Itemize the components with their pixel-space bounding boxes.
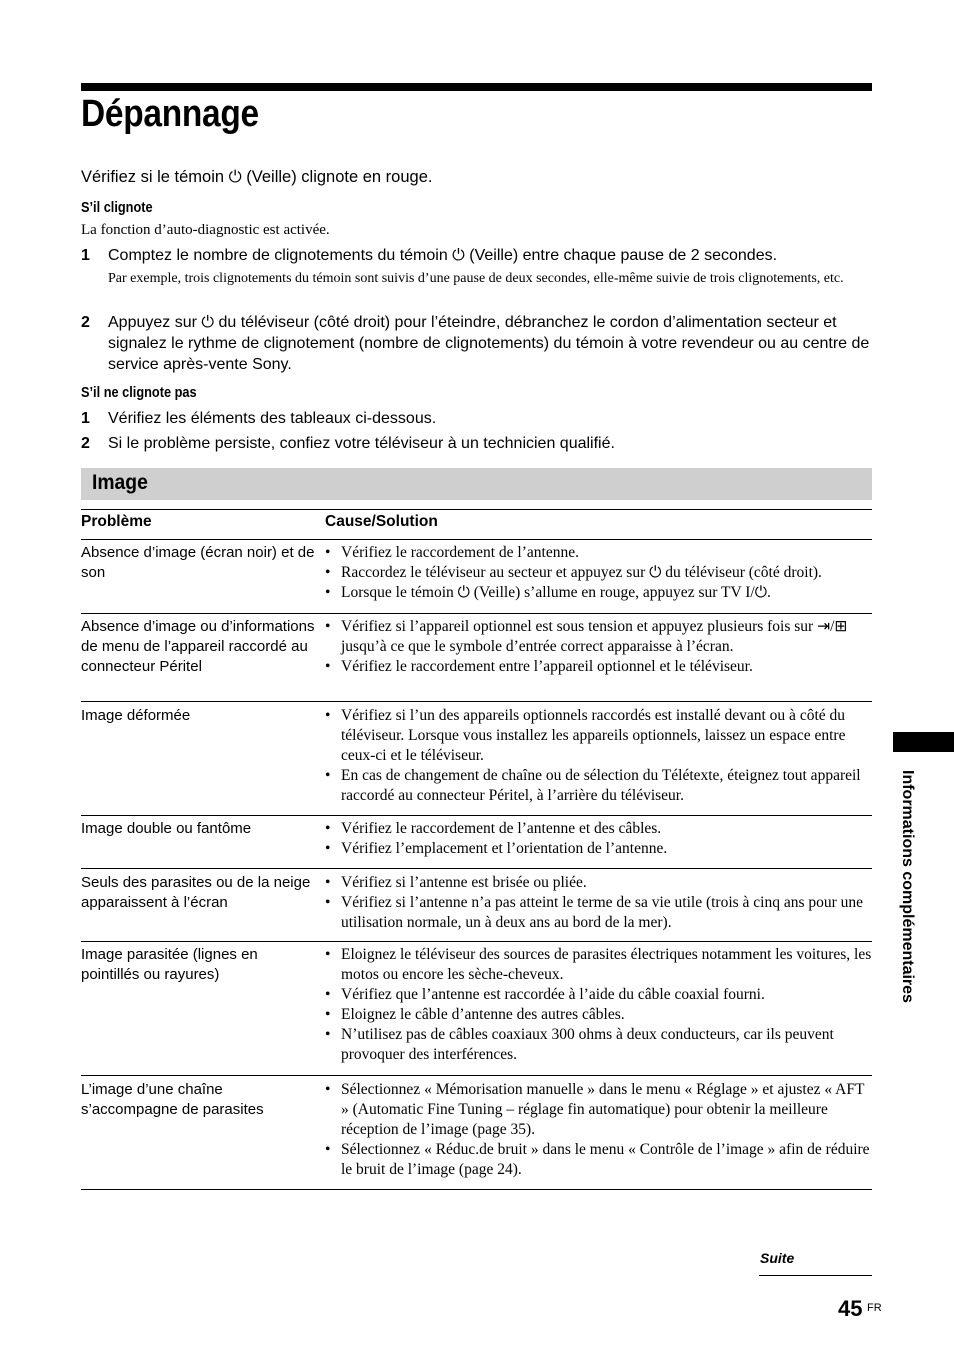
- solution-item: • Vérifiez si l’antenne est brisée ou pliée.: [325, 873, 875, 893]
- row-rule: [81, 613, 872, 614]
- step-text: Appuyez sur ⏻ du téléviseur (côté droit) pour l’éteindre, débranchez le cordon d’alimentation secteur et signalez le rythme de clignotement (nombre de clignotements) du témoin à votre revendeur ou au centre de service après-vente Sony.: [108, 314, 870, 373]
- solution-item: • Vérifiez le raccordement de l’antenne.: [325, 543, 875, 563]
- noblink-heading: S’il ne clignote pas: [81, 385, 197, 401]
- solution-list: [325, 819, 875, 859]
- step-number: 2: [81, 314, 90, 331]
- solution-item: • Vérifiez que l’antenne est raccordée à l’aide du câble coaxial fourni.: [325, 985, 875, 1005]
- section-title: Image: [92, 471, 148, 494]
- step-text: Comptez le nombre de clignotements du témoin ⏻ (Veille) entre chaque pause de 2 secondes.: [108, 247, 778, 264]
- step-text: Vérifiez les éléments des tableaux ci-dessous.: [108, 410, 437, 427]
- solution-item: • Lorsque le témoin ⏻ (Veille) s’allume en rouge, appuyez sur TV I/⏻.: [325, 583, 875, 603]
- solution-list: [325, 617, 875, 677]
- blink-heading: S’il clignote: [81, 200, 153, 216]
- solution-item: • Sélectionnez « Réduc.de bruit » dans le menu « Contrôle de l’image » afin de réduire le bruit de l’image (page 24).: [325, 1140, 875, 1180]
- solution-list: [325, 945, 875, 1065]
- problem-cell: Absence d’image ou d’informations de menu de l’appareil raccordé au connecteur Péritel: [81, 618, 315, 675]
- solution-item: • Eloignez le téléviseur des sources de parasites électriques notamment les voitures, les motos ou encore les sèche-cheveux.: [325, 945, 875, 985]
- problem-cell: Absence d’image (écran noir) et de son: [81, 544, 315, 581]
- solution-item: • Raccordez le téléviseur au secteur et appuyez sur ⏻ du téléviseur (côté droit).: [325, 563, 875, 583]
- problem-cell: Image parasitée (lignes en pointillés ou rayures): [81, 946, 258, 983]
- solution-list: [325, 543, 875, 603]
- table-bottom-rule: [81, 1189, 872, 1190]
- page-number: 45: [838, 1296, 863, 1321]
- side-label-container: [896, 770, 920, 1040]
- solution-item: • Vérifiez si l’antenne n’a pas atteint le terme de sa vie utile (trois à cinq ans pour une utilisation normale, un à deux ans au bord de la mer).: [325, 893, 875, 933]
- header-rule: [81, 539, 872, 540]
- section-band: [81, 468, 872, 500]
- solution-item: • Vérifiez si l’appareil optionnel est sous tension et appuyez plusieurs fois sur ⇥/⊞ jusqu’à ce que le symbole d’entrée correct apparaisse à l’écran.: [325, 617, 875, 657]
- solution-list: [325, 706, 875, 806]
- solution-item: • N’utilisez pas de câbles coaxiaux 300 ohms à deux conducteurs, car ils peuvent provoquer des interférences.: [325, 1025, 875, 1065]
- solution-item: • Vérifiez l’emplacement et l’orientation de l’antenne.: [325, 839, 875, 859]
- blink-note: Par exemple, trois clignotements du témoin sont suivis d’une pause de deux secondes, elle-même suivie de trois clignotements, etc.: [108, 271, 844, 286]
- solution-item: • Eloignez le câble d’antenne des autres câbles.: [325, 1005, 875, 1025]
- intro-text: Vérifiez si le témoin ⏻ (Veille) clignote en rouge.: [81, 168, 433, 186]
- row-rule: [81, 701, 872, 702]
- step-number: 1: [81, 247, 90, 264]
- problem-cell: Seuls des parasites ou de la neige apparaissent à l’écran: [81, 874, 311, 911]
- page-language: FR: [867, 1302, 882, 1314]
- row-rule: [81, 868, 872, 869]
- step-number: 2: [81, 435, 90, 452]
- continued-label: Suite: [760, 1250, 795, 1266]
- column-header-problem: Problème: [81, 513, 152, 530]
- problem-cell: L’image d’une chaîne s’accompagne de parasites: [81, 1081, 264, 1118]
- row-rule: [81, 1075, 872, 1076]
- column-header-solution: Cause/Solution: [325, 513, 438, 530]
- solution-item: • Sélectionnez « Mémorisation manuelle » dans le menu « Réglage » et ajustez « AFT » (Automatic Fine Tuning – réglage fin automatique) pour obtenir la meilleure réception de l’image (page 35).: [325, 1080, 875, 1140]
- section-tab-marker: [893, 732, 954, 752]
- page-title: Dépannage: [81, 93, 259, 135]
- solution-item: • Vérifiez le raccordement entre l’appareil optionnel et le téléviseur.: [325, 657, 875, 677]
- table-top-rule: [81, 509, 872, 510]
- solution-item: • En cas de changement de chaîne ou de sélection du Télétexte, éteignez tout appareil raccordé au connecteur Péritel, à l’arrière du téléviseur.: [325, 766, 875, 806]
- solution-list: [325, 1080, 875, 1180]
- blink-text: La fonction d’auto-diagnostic est activée.: [81, 222, 330, 238]
- title-rule: [81, 83, 872, 91]
- problem-cell: Image double ou fantôme: [81, 820, 252, 837]
- step-number: 1: [81, 410, 90, 427]
- solution-list: [325, 873, 875, 933]
- row-rule: [81, 815, 872, 816]
- step-text: Si le problème persiste, confiez votre téléviseur à un technicien qualifié.: [108, 435, 615, 452]
- solution-item: • Vérifiez le raccordement de l’antenne et des câbles.: [325, 819, 875, 839]
- side-label: Informations complémentaires: [899, 770, 916, 1003]
- problem-cell: Image déformée: [81, 707, 191, 724]
- row-rule: [81, 941, 872, 942]
- solution-item: • Vérifiez si l’un des appareils optionnels raccordés est installé devant ou à côté du téléviseur. Lorsque vous installez les appareils optionnels, laissez un espace entre ceux-ci et le téléviseur.: [325, 706, 875, 766]
- continued-rule: [759, 1275, 872, 1276]
